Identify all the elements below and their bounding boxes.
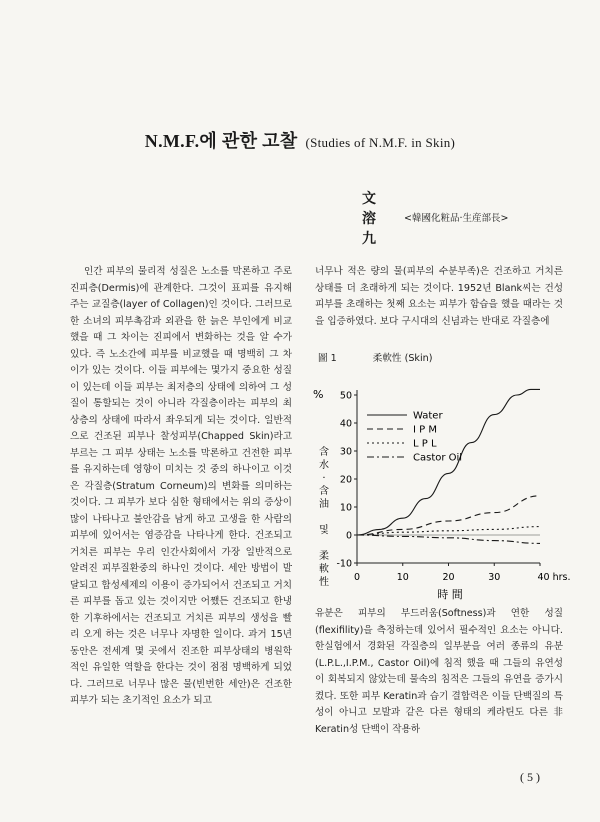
title-main: N.M.F.에 관한 고찰 bbox=[144, 131, 298, 151]
x-tick-label: 0 bbox=[353, 572, 361, 583]
chart-legend bbox=[367, 411, 462, 464]
y-axis-title-char: · bbox=[322, 473, 326, 484]
figure-title: 柔軟性 (Skin) bbox=[372, 353, 433, 364]
x-axis-title: 時 間 bbox=[437, 588, 463, 600]
title-subtitle: (Studies of N.M.F. in Skin) bbox=[305, 135, 456, 150]
x-tick-label: 30 bbox=[488, 572, 501, 583]
legend-label: L P L bbox=[413, 438, 437, 450]
flexibility-chart bbox=[305, 370, 575, 600]
author-affiliation: <韓國化粧品·生産部長> bbox=[404, 213, 509, 224]
y-axis-title-char: 性 bbox=[319, 577, 329, 588]
x-tick-label: 40 hrs. bbox=[537, 572, 571, 583]
right-column-bottom-paragraph: 유분은 피부의 부드러움(Softness)과 연한 성질(flexifility)을 측정하는데 있어서 필수적인 요소는 아니다. 한실험에서 경화된 각질층의 일부분을 여러 종류의 유분(L.P.L.,I.P.M., Castor Oil)에 침적 했을 때 그들의 유연성이 회복되지 않았는데 물속의 침적은 그들의 유연을 증가시켰다. 또한 피부 Keratin과 습기 결합력은 이들 단백질의 특성이 아니고 모발과 같은 다른 형태의 케라틴도 다른 非 Keratin성 단백이 작용하 bbox=[315, 608, 563, 735]
y-tick-label: 50 bbox=[339, 390, 352, 402]
series-line bbox=[357, 496, 540, 535]
left-column-paragraph: 인간 피부의 물리적 성질은 노소를 막론하고 주로 진피층(Dermis)에 관계한다. 그것이 표피를 유지해 주는 교질층(layer of Collagen)인 것이다. 그러므로 한 소녀의 피부촉감과 외관을 한 늙은 부인에게 비교했을 때 그 차이는 진피에서 변화하는 것을 알 수가 있다. 즉 노소간에 피부를 비교했을 때 명백히 그 차이가 있는 것이다. 이들 피부에는 몇가지 중요한 성질이 있는데 이들 피부는 최저층의 상태에 의하여 그 성질이 통할되는 것이 아니라 각질층이라는 피부의 최상층의 상태에 따라서 좌우되게 되는 것이다. 일반적으로 건조된 피부나 찰성피부(Chapped Skin)라고 부르는 그 피부 상태는 노소를 막론하고 건전한 피부를 유지하는데 영향이 미치는 것 중의 하나이고 이것은 각질층(Stratum Corneum)의 변화를 의미하는 것이다. 그 피부가 보다 심한 형태에서는 위의 증상이 많이 나타나고 불안감을 남게 하고 고생을 한 사람의 피부에 있어서는 염증감을 나타나게 한다. 건조되고 거치른 피부는 우리 인간사회에서 가장 일반적으로 알려진 피부질환중의 하나인 것이다. 세안 방법이 발달되고 합성세제의 이용이 증가되어서 건조되고 거치른 피부를 돕고 있는 것이지만 어쨌든 건조되고 한냉한 기후하에서는 건조되고 거치른 피부의 생성을 빨리 오게 하는 것은 너무나 자명한 일이다. 과거 15년 동안은 전세계 몇 곳에서 진조한 피부상태의 병원학적인 유일한 역할을 한다는 것이 점점 명백하게 되었다. 그러므로 너무나 많은 물(빈번한 세안)은 건조한 피부가 되는 초기적인 요소가 되고 bbox=[70, 266, 292, 706]
y-axis-title-char: 柔 bbox=[319, 551, 329, 562]
right-column-bottom bbox=[315, 606, 563, 738]
y-axis-title-char: 水 bbox=[319, 460, 329, 471]
legend-label: I P M bbox=[413, 424, 437, 436]
right-column-top bbox=[315, 264, 563, 330]
y-axis-title-char: 含 bbox=[319, 486, 329, 497]
y-tick-label: 20 bbox=[339, 474, 352, 486]
series-line bbox=[357, 527, 540, 535]
legend-label: Castor Oil bbox=[413, 452, 463, 464]
left-column bbox=[70, 264, 292, 710]
page-number: ( 5 ) bbox=[520, 770, 540, 784]
figure-number: 圖 1 bbox=[318, 353, 337, 364]
y-axis-title-char: 및 bbox=[319, 525, 329, 536]
x-tick-label: 20 bbox=[442, 572, 455, 583]
y-tick-label: 40 bbox=[339, 418, 352, 430]
chart-series bbox=[357, 389, 540, 543]
author-name: 文 溶 九 bbox=[362, 191, 424, 247]
y-tick-label: 0 bbox=[345, 530, 352, 542]
y-axis-title bbox=[319, 445, 329, 588]
figure-caption bbox=[318, 350, 568, 364]
right-column-top-paragraph: 너무나 적은 량의 물(피부의 수분부족)은 건조하고 거치른 상태를 더 초래하게 되는 것이다. 1952년 Blank씨는 건성피부를 초래하는 첫째 요소는 피부가 함습을 했을 때라는 것을 입증하였다. 보다 구시대의 신념과는 반대로 각질층에 bbox=[315, 266, 563, 327]
y-tick-label: -10 bbox=[336, 558, 352, 570]
series-line bbox=[357, 535, 540, 543]
y-axis-unit: % bbox=[313, 388, 324, 401]
y-tick-label: 30 bbox=[339, 446, 352, 458]
legend-label: Water bbox=[413, 410, 443, 422]
y-axis-title-char: 含 bbox=[319, 447, 329, 458]
chart-axes bbox=[357, 390, 540, 563]
y-axis-title-char: 油 bbox=[319, 499, 329, 510]
y-axis-title-char: 軟 bbox=[319, 564, 329, 575]
article-title bbox=[0, 127, 600, 153]
chart-ticks bbox=[336, 391, 570, 584]
y-tick-label: 10 bbox=[339, 502, 352, 514]
x-tick-label: 10 bbox=[396, 572, 409, 583]
